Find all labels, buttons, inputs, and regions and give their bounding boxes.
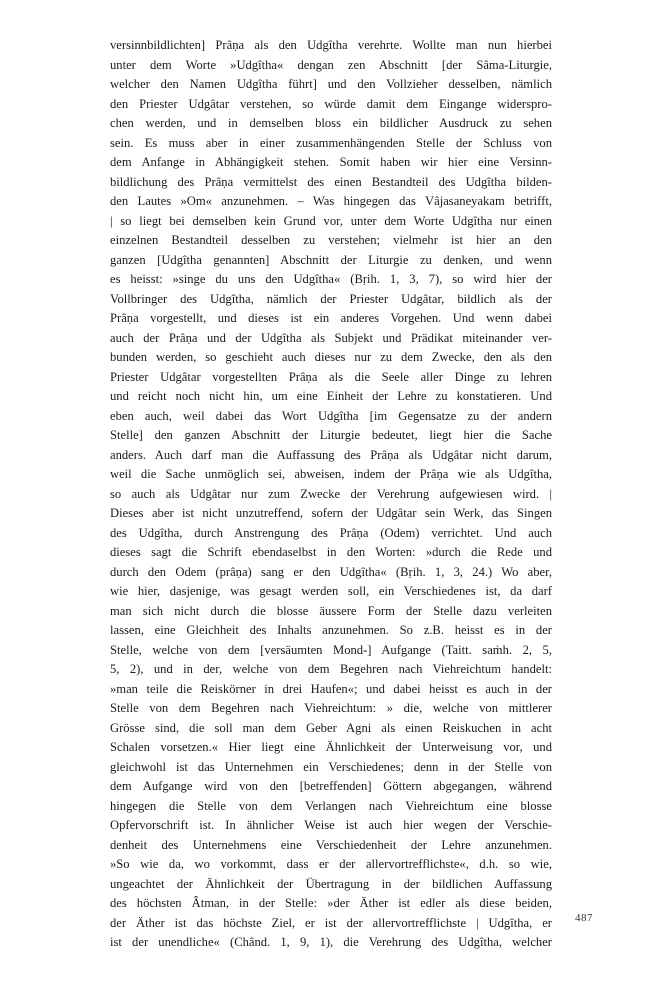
page-number: 487 bbox=[575, 912, 593, 924]
text-line: welcher den Namen Udgîtha führt] und den Vollzieher desselben, nämlich bbox=[110, 77, 552, 91]
text-line: der Äther ist das höchste Ziel, er ist der allervortrefflichste | Udgîtha, er bbox=[110, 915, 552, 930]
text-line: sein. Es muss aber in einer zusammenhängenden Stelle der Schluss von bbox=[110, 135, 552, 150]
text-line: so auch als Udgâtar nur zum Zwecke der Verehrung aufgewiesen wird. | bbox=[110, 486, 552, 501]
text-line: anders. Auch darf man die Auffassung des Prâṇa als Udgâtar nicht darum, bbox=[110, 447, 552, 462]
text-line: dem Anfange in Abhängigkeit stehen. Somit haben wir hier eine Versinn- bbox=[110, 155, 552, 169]
page-body bbox=[110, 36, 552, 953]
text-line: Vollbringer des Udgîtha, nämlich der Priester Udgâtar, bildlich als der bbox=[110, 291, 552, 306]
text-line: durch den Odem (prâṇa) sang er den Udgîtha« (Bṛih. 1, 3, 24.) Wo aber, bbox=[110, 564, 552, 579]
text-line: Stelle von dem Begehren nach Viehreichtum: » die, welche von mittlerer bbox=[110, 701, 552, 715]
text-line: dieses sagt die Schrift ebendaselbst in den Worten: »durch die Rede und bbox=[110, 545, 552, 559]
text-line: einzelnen Bestandteil desselben zu verstehen; vielmehr ist hier an den bbox=[110, 233, 552, 247]
text-line: Priester Udgâtar vorgestellten Prâṇa als die Seele aller Dinge zu lehren bbox=[110, 369, 552, 384]
text-line: ist der unendliche« (Chând. 1, 9, 1), die Verehrung des Udgîtha, welcher bbox=[110, 935, 552, 949]
text-line: Schalen vorsetzen.« Hier liegt eine Ähnlichkeit der Unterweisung vor, und bbox=[110, 740, 552, 754]
text-line: den Priester Udgâtar verstehen, so würde damit dem Eingange widerspro- bbox=[110, 96, 552, 111]
text-line: Stelle] den ganzen Abschnitt der Liturgie bedeutet, liegt hier die Sache bbox=[110, 428, 552, 442]
text-line: 5, 2), und in der, welche von dem Begehren nach Viehreichtum handelt: bbox=[110, 662, 552, 676]
text-line: des höchsten Âtman, in der Stelle: »der Äther ist edler als diese beiden, bbox=[110, 896, 552, 910]
text-line: versinnbildlichten] Prâṇa als den Udgîtha verehrte. Wollte man nun hierbei bbox=[110, 38, 552, 52]
text-line: man sich nicht durch die blosse äussere Form der Stelle dazu verleiten bbox=[110, 603, 552, 618]
text-line: bunden werden, so geschieht auch dieses nur zu dem Zwecke, den als den bbox=[110, 350, 552, 364]
text-line: | so liegt bei demselben kein Grund vor, unter dem Worte Udgîtha nur einen bbox=[110, 213, 552, 228]
text-line: Grösse sind, die soll man dem Geber Agni als einen Reiskuchen in acht bbox=[110, 720, 552, 735]
text-line: chen werden, und in demselben bloss ein bildlicher Ausdruck zu sehen bbox=[110, 116, 552, 130]
text-line: Prâṇa vorgestellt, und dieses ist ein anderes Vorgehen. Und wenn dabei bbox=[110, 311, 552, 325]
text-line: gleichwohl ist das Unternehmen ein Verschiedenes; denn in der Stelle von bbox=[110, 759, 552, 774]
text-line: Dieses aber ist nicht unzutreffend, sofern der Udgâtar sein Werk, das Singen bbox=[110, 506, 552, 520]
text-line: weil die Sache unmöglich sei, abweisen, indem der Prâṇa wie als Udgîtha, bbox=[110, 467, 552, 481]
text-line: dem Aufgange wird von den [betreffenden] Göttern abgegangen, während bbox=[110, 779, 552, 793]
text-line: unter dem Worte »Udgîtha« dengan zen Abschnitt [der Sâma-Liturgie, bbox=[110, 57, 552, 72]
text-line: bildlichung des Prâṇa vermittelst des einen Bestandteil des Udgîtha bilden- bbox=[110, 174, 552, 189]
text-line: des Udgîtha, durch Anstrengung des Prâṇa (Odem) verrichtet. Und auch bbox=[110, 525, 552, 540]
text-line: hingegen die Stelle von dem Verlangen nach Viehreichtum eine blosse bbox=[110, 798, 552, 813]
text-line: denheit des Unternehmens eine Verschiedenheit der Lehre anzunehmen. bbox=[110, 837, 552, 852]
text-line: wie hier, dasjenige, was gesagt werden soll, ein Verschiedenes ist, da darf bbox=[110, 584, 552, 598]
text-line: Stelle, welche von dem [versäumten Mond-] Aufgange (Taitt. saṁh. 2, 5, bbox=[110, 642, 552, 657]
text-line: eben auch, weil dabei das Wort Udgîtha [im Gegensatze zu der andern bbox=[110, 408, 552, 423]
text-line: »So wie da, wo vorkommt, dass er der allervortrefflichste«, d.h. so wie, bbox=[110, 857, 552, 871]
text-line: es heisst: »singe du uns den Udgîtha« (Bṛih. 1, 3, 7), so wird hier der bbox=[110, 272, 552, 286]
text-line: und reicht noch nicht hin, um eine Einheit der Lehre zu konstatieren. Und bbox=[110, 389, 552, 403]
text-line: auch der Prâṇa und der Udgîtha als Subjekt und Prädikat miteinander ver- bbox=[110, 330, 552, 345]
text-line: Opfervorschrift ist. In ähnlicher Weise ist auch hier wegen der Verschie- bbox=[110, 818, 552, 832]
text-line: den Lautes »Om« anzunehmen. – Was hingegen das Vâjasaneyakam betrifft, bbox=[110, 194, 552, 208]
text-line: »man teile die Reiskörner in drei Haufen«; und dabei heisst es auch in der bbox=[110, 681, 552, 696]
text-line: ganzen [Udgîtha genannten] Abschnitt der Liturgie zu denken, und wenn bbox=[110, 252, 552, 267]
text-line: ungeachtet der Ähnlichkeit der Übertragung in der bildlichen Auffassung bbox=[110, 876, 552, 891]
text-line: lassen, eine Gleichheit des Inhalts anzunehmen. So z.B. heisst es in der bbox=[110, 623, 552, 637]
